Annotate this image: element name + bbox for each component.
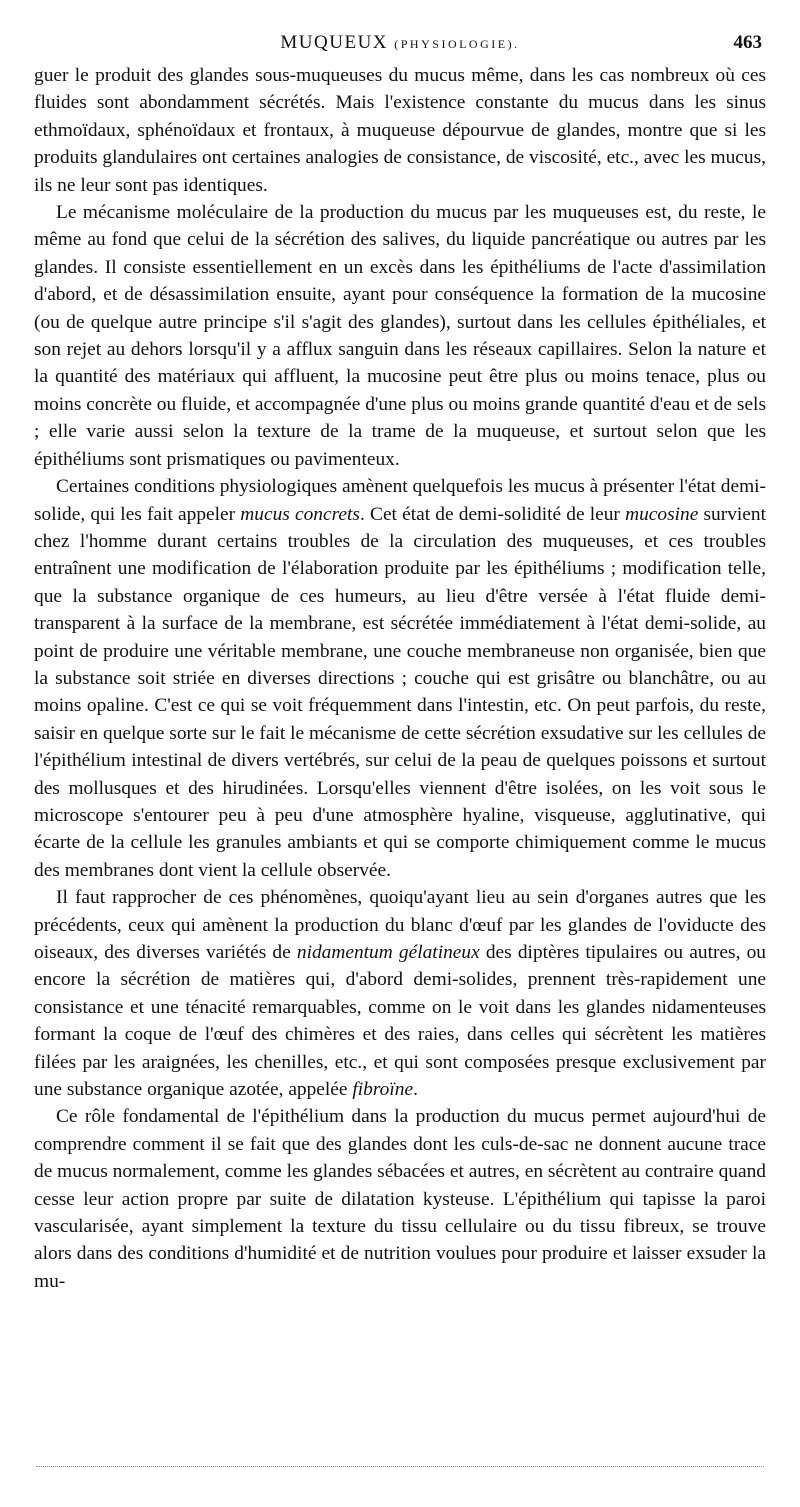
paragraph-text: . <box>413 1079 418 1101</box>
paragraph-text: Il faut rapprocher de ces phénomènes, quoiqu'ayant lieu au sein d'organes autres que les précédents, ceux qui amènent la production du blanc d'œuf par les glandes de l'oviducte des oiseaux, des diverses variétés de <box>34 887 766 963</box>
paragraph <box>34 199 766 473</box>
footer-dotted-rule <box>36 1466 764 1467</box>
italic-term: mucus concrets <box>240 503 360 525</box>
paragraph-text: . Cet état de demi-solidité de leur <box>359 503 626 525</box>
paragraph-text: Le mécanisme moléculaire de la production du mucus par les muqueuses est, du reste, le même au fond que celui de la sécrétion des salives, du liquide pancréatique ou autres par les glandes. Il consiste essentiellement en un excès dans les épithéliums de l'acte d'assimilation d'abord, et de désassimilation ensuite, ayant pour conséquence la formation de la mucosine (ou de quelque autre principe s'il s'agit des glandes), surtout dans les cellules épithéliales, et son rejet au dehors lorsqu'il y a afflux sanguin dans les réseaux capillaires. Selon la nature et la quantité des matériaux qui affluent, la mucosine peut être plus ou moins tenace, plus ou moins concrète ou fluide, et accompagnée d'une plus ou moins grande quantité d'eau et de sels ; elle varie aussi selon la texture de la trame de la muqueuse, et surtout selon que les épithéliums sont prismatiques ou pavimenteux. <box>34 202 766 470</box>
paragraph-text: guer le produit des glandes sous-muqueuses du mucus même, dans les cas nombreux où ces fluides sont abondamment sécrétés. Mais l'existence constante du mucus dans les sinus ethmoïdaux, sphénoïdaux et frontaux, à muqueuse dépourvue de glandes, montre que si les produits glandulaires ont certaines analogies de consistance, de viscosité, etc., avec les mucus, ils ne leur sont pas identiques. <box>34 65 766 196</box>
running-title-main: MUQUEUX <box>280 32 389 53</box>
italic-term: nidamentum gélatineux <box>296 942 480 963</box>
paragraph <box>34 473 766 884</box>
paragraph-text: Ce rôle fondamental de l'épithélium dans la production du mucus permet aujourd'hui de comprendre comment il se fait que des glandes dont les culs-de-sac ne donnent aucune trace de mucus normalement, comme les glandes sébacées et autres, en sécrètent au contraire quand cesse leur action propre par suite de dilatation kysteuse. L'épithélium qui tapisse la paroi vascularisée, ayant simplement la texture du tissu cellulaire ou du tissu fibreux, se trouve alors dans des conditions d'humidité et de nutrition voulues pour produire et laisser exsuder la mu- <box>34 1106 766 1292</box>
paragraph <box>34 1103 766 1295</box>
running-title-sub: (PHYSIOLOGIE). <box>394 37 520 51</box>
running-head <box>34 32 766 58</box>
paragraph-text: survient chez l'homme durant certains troubles de la circulation des muqueuses, et ces troubles entraînent une modification de l'élaboration produite par les épithéliums ; modification telle, que la substance organique de ces humeurs, au lieu d'être versée à l'état fluide demi-transparent à la surface de la membrane, est sécrétée immédiatement à l'état demi-solide, au point de produire une véritable membrane, une couche membraneuse non organisée, bien que la substance soit striée en diverses directions ; couche qui est grisâtre ou blanchâtre, ou au moins opaline. C'est ce qui se voit fréquemment dans l'intestin, etc. On peut parfois, du reste, saisir en quelque sorte sur le fait le mécanisme de cette sécrétion exsudative sur les cellules de l'épithélium intestinal de divers vertébrés, sur celui de la peau de quelques poissons et surtout des mollusques et des hirudinées. Lorsqu'elles viennent d'être isolées, on les voit sous le microscope s'entourer peu à peu d'une atmosphère hyaline, visqueuse, agglutinative, qui écarte de la cellule les granules ambiants et qui se comporte chimiquement comme le mucus des membranes dont vient la cellule observée. <box>34 503 766 881</box>
paragraph-text: Certaines conditions physiologiques amènent quelquefois les mucus à présenter l'état demi-solide, qui les fait appeler <box>34 476 766 525</box>
paragraph-text: des diptères tipulaires ou autres, ou encore la sécrétion de matières qui, d'abord demi-solides, prennent très-rapidement une consistance et une ténacité remarquables, comme on le voit dans les glandes nidamenteuses formant la coque de l'œuf des chimères et des raies, dans celles qui sécrètent les matières filées par les araignées, les chenilles, etc., et qui sont composées presque exclusivement par une substance organique azotée, appelée <box>34 942 766 1101</box>
body-text <box>34 62 766 1295</box>
italic-term: fibroïne <box>352 1079 414 1101</box>
running-title <box>34 32 766 54</box>
italic-term: mucosine <box>625 503 699 525</box>
paragraph <box>34 62 766 199</box>
paragraph <box>34 884 766 1103</box>
page-number: 463 <box>733 32 762 53</box>
